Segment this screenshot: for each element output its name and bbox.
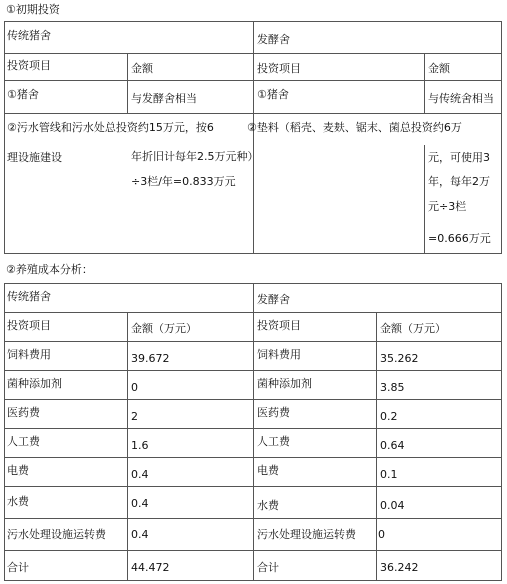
col-item-left: 投资项目	[7, 59, 51, 72]
row1-left-item: ①猪舍	[7, 88, 39, 101]
row-right-item: 饲料费用	[257, 348, 301, 361]
row-right-amount: 35.262	[380, 352, 419, 365]
total-right-amount: 36.242	[380, 561, 419, 574]
row1-right-item: ①猪舍	[257, 88, 289, 101]
row-left-item: 电费	[7, 464, 29, 477]
row-left-amount: 2	[131, 410, 138, 423]
row-right-item: 医药费	[257, 406, 290, 419]
row-left-item: 医药费	[7, 406, 40, 419]
section1-title: ①初期投资	[6, 3, 60, 16]
row2-right-calc-4: =0.666万元	[428, 232, 491, 245]
row-left-item: 饲料费用	[7, 348, 51, 361]
row-left-amount: 0.4	[131, 497, 149, 510]
row2-right-calc-3: 元÷3栏	[428, 200, 467, 213]
row-left-amount: 0.4	[131, 468, 149, 481]
col-amount-left: 金额	[131, 62, 153, 75]
row-right-item: 电费	[257, 464, 279, 477]
row-right-item: 水费	[257, 499, 279, 512]
row2-left-calc-2: ÷3栏/年=0.833万元	[131, 175, 236, 188]
row1-left-amount: 与发酵舍相当	[131, 92, 197, 105]
row2-left-text-1: ②污水管线和污水处总投资约15万元，按6	[7, 121, 214, 134]
header-traditional: 传统猪舍	[7, 290, 51, 303]
row-left-item: 菌种添加剂	[7, 377, 62, 390]
col-item-left: 投资项目	[7, 319, 51, 332]
col-item-right: 投资项目	[257, 62, 301, 75]
total-right-label: 合计	[257, 561, 279, 574]
row-right-amount: 0.04	[380, 499, 405, 512]
row-left-amount: 1.6	[131, 439, 149, 452]
header-fermentation: 发酵舍	[257, 293, 290, 306]
row2-right-text-1: ②垫料（稻壳、麦麸、锯末、菌总投资约6万	[247, 121, 462, 134]
col-amount-right: 金额（万元）	[380, 322, 446, 335]
header-fermentation: 发酵舍	[257, 33, 290, 46]
row-right-amount: 0.64	[380, 439, 405, 452]
row-right-amount: 0.1	[380, 468, 398, 481]
row-left-item: 人工费	[7, 435, 40, 448]
row1-right-amount: 与传统舍相当	[428, 92, 494, 105]
row-right-item: 人工费	[257, 435, 290, 448]
row-right-amount: 0	[378, 528, 385, 541]
col-amount-right: 金额	[428, 62, 450, 75]
row2-left-calc-1: 年折旧计每年2.5万元种）	[131, 150, 259, 163]
total-left-amount: 44.472	[131, 561, 170, 574]
row-left-amount: 0.4	[131, 528, 149, 541]
row-left-amount: 39.672	[131, 352, 170, 365]
col-item-right: 投资项目	[257, 319, 301, 332]
total-left-label: 合计	[7, 561, 29, 574]
row-left-amount: 0	[131, 381, 138, 394]
row-left-item: 水费	[7, 495, 29, 508]
row2-right-calc-1: 元，可使用3	[428, 151, 490, 164]
row2-right-calc-2: 年，每年2万	[428, 175, 490, 188]
row2-left-text-2: 理设施建设	[7, 151, 62, 164]
row-left-item: 污水处理设施运转费	[7, 528, 106, 541]
row-right-amount: 0.2	[380, 410, 398, 423]
row-right-item: 污水处理设施运转费	[257, 528, 356, 541]
row-right-amount: 3.85	[380, 381, 405, 394]
row-right-item: 菌种添加剂	[257, 377, 312, 390]
col-amount-left: 金额（万元）	[131, 322, 197, 335]
section2-title: ②养殖成本分析：	[6, 263, 93, 276]
header-traditional: 传统猪舍	[7, 29, 51, 42]
